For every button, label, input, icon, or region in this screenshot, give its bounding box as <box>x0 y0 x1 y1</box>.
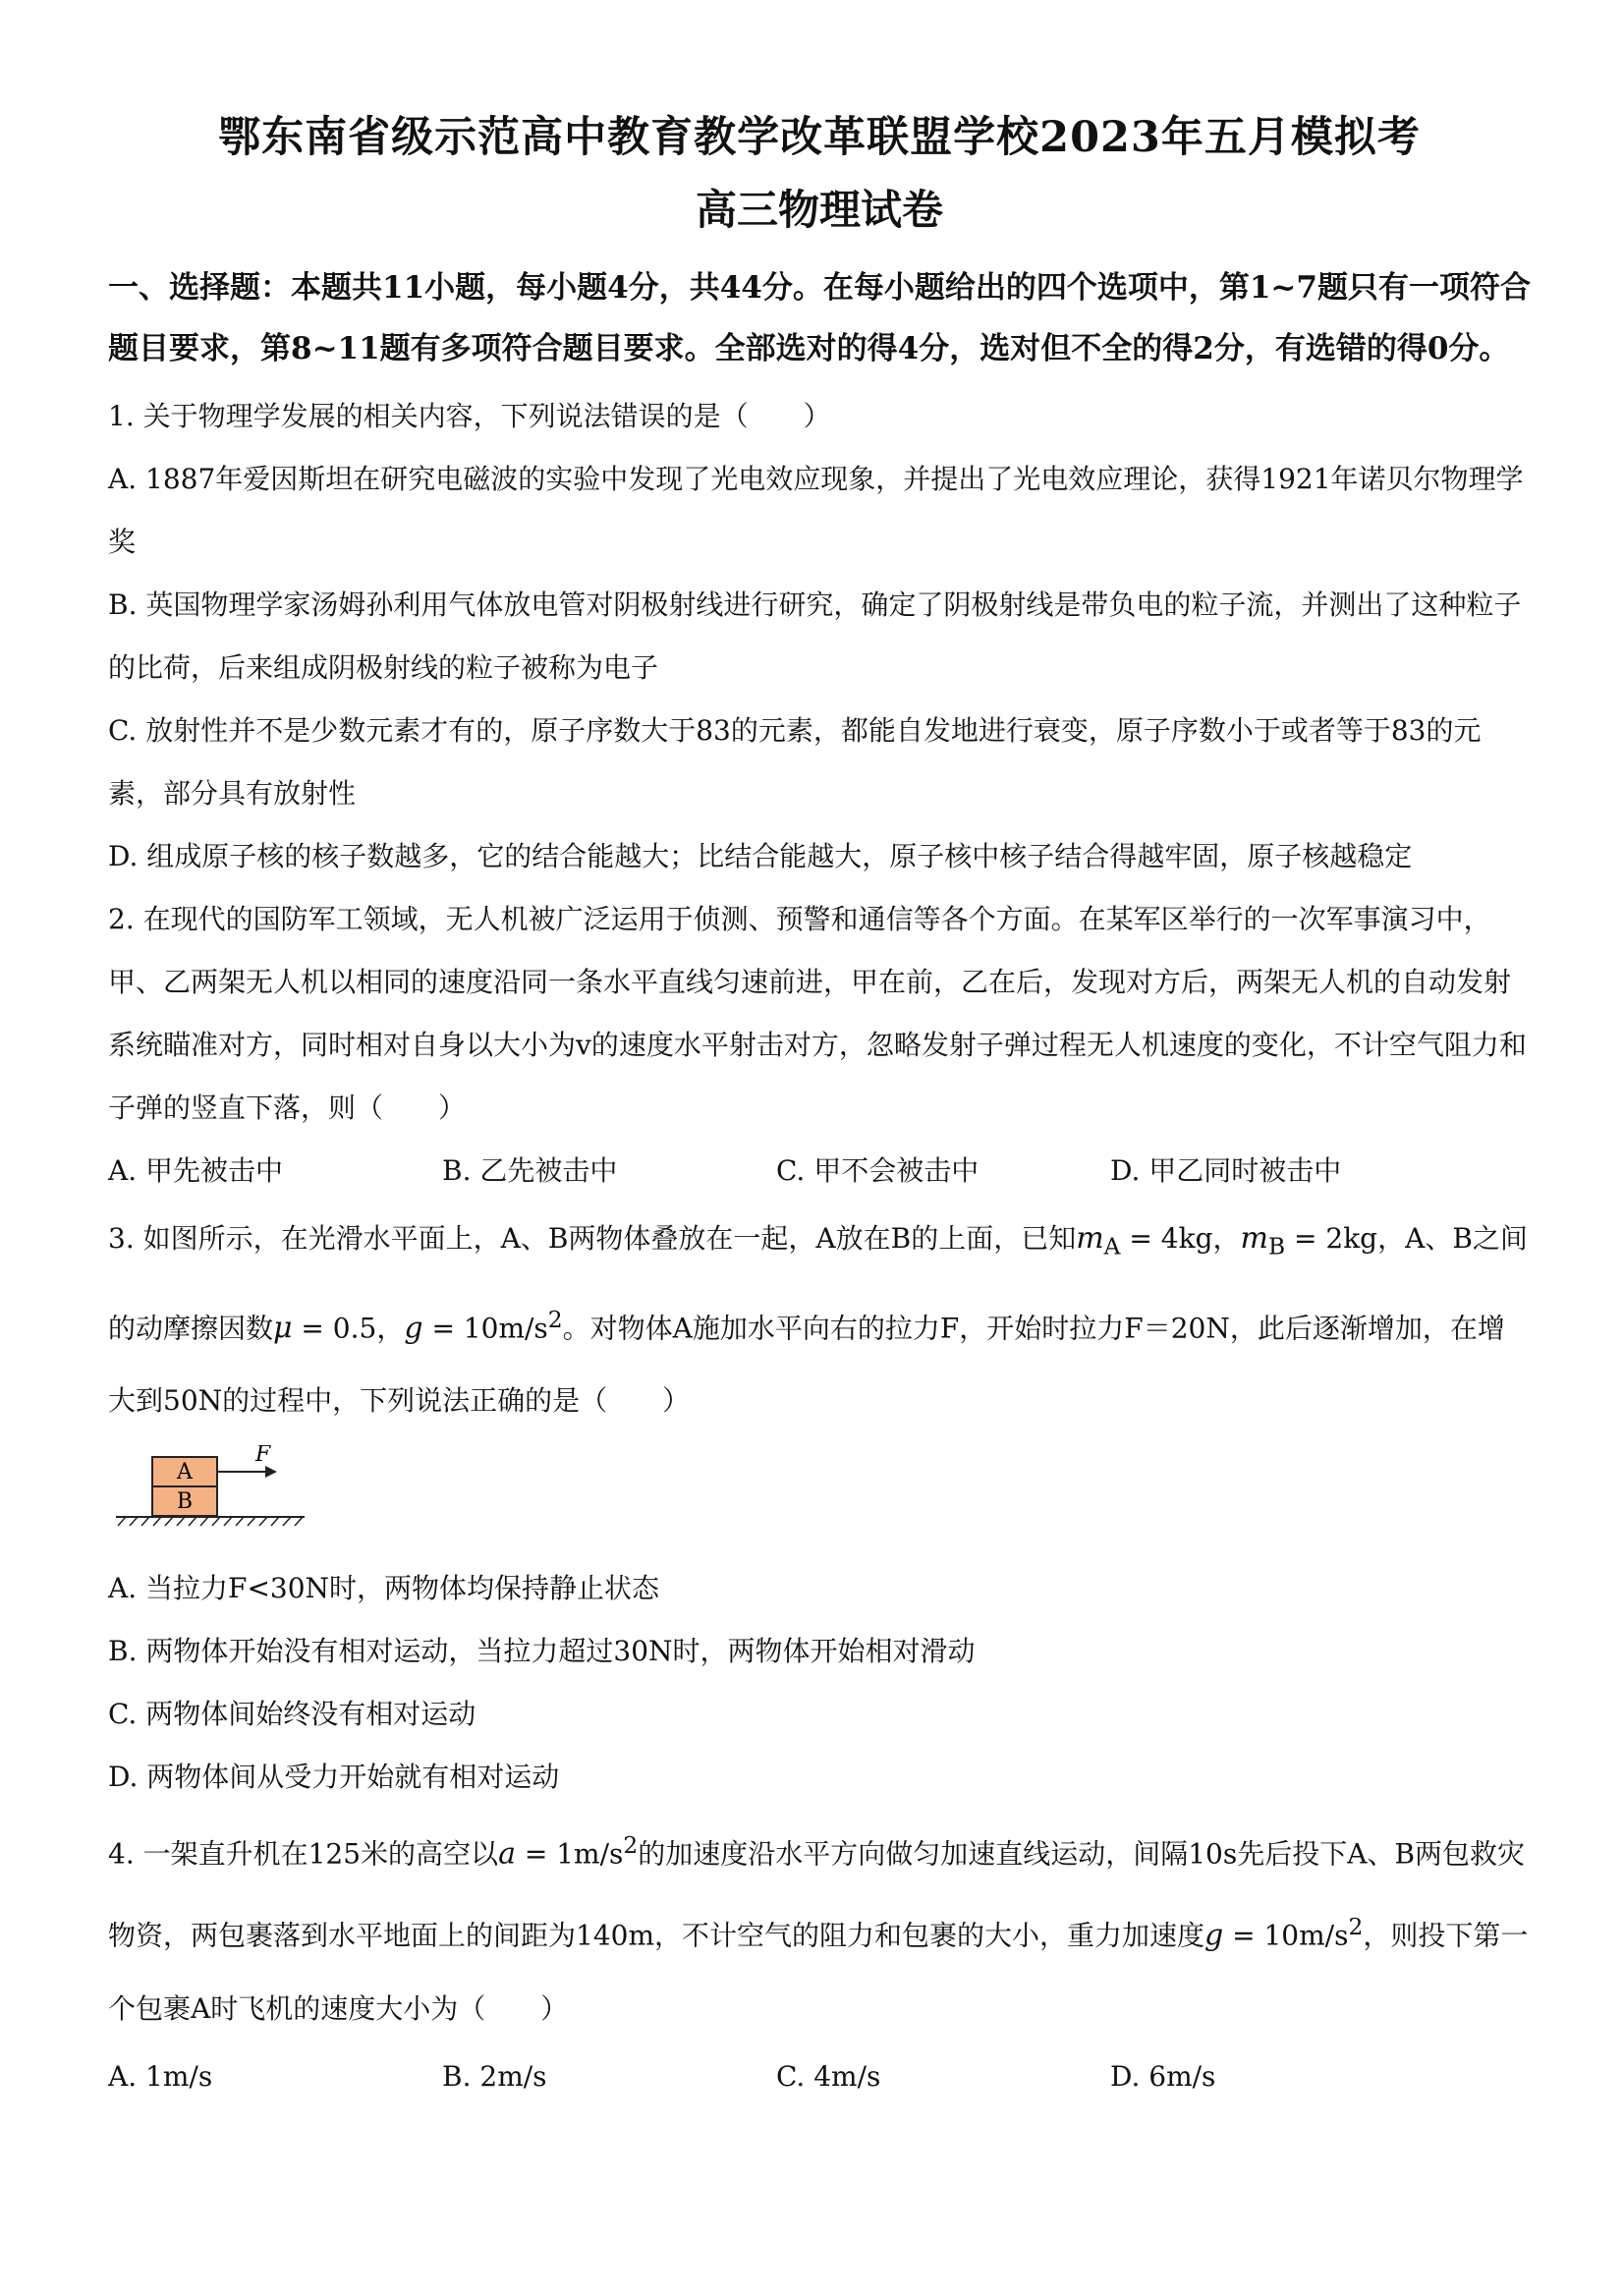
acceleration-value: = 1m/s <box>515 1837 624 1871</box>
gravity-symbol-q4: g <box>1204 1918 1224 1953</box>
question-2-stem: 2. 在现代的国防军工领域，无人机被广泛运用于侦测、预警和通信等各个方面。在某军区举行的一次军事演习中，甲、乙两架无人机以相同的速度沿同一条水平直线匀速前进，甲在前，乙在后，发现对方后，两架无人机的自动发射系统瞄准对方，同时相对自身以大小为v的速度水平射击对方，忽略发射子弹过程无人机速度的变化，不计空气阻力和子弹的竖直下落，则（ ） <box>108 903 1527 1124</box>
exam-title: 鄂东南省级示范高中教育教学改革联盟学校2023年五月模拟考 <box>218 113 1421 162</box>
question-4 <box>108 1809 1531 2108</box>
acceleration-exponent: 2 <box>623 1830 639 1859</box>
question-3-sep-1: ， <box>1212 1222 1241 1255</box>
friction-coefficient-symbol: μ <box>273 1310 293 1345</box>
stacked-blocks-diagram <box>108 1445 324 1543</box>
friction-coefficient-value: = 0.5 <box>292 1311 377 1344</box>
question-2-option-a: A. 甲先被击中 <box>108 1154 284 1187</box>
section-instructions: 一、选择题：本题共11小题，每小题4分，共44分。在每小题给出的四个选项中，第1~7题只有一项符合题目要求，第8~11题有多项符合题目要求。全部选对的得4分，选对但不全的得2分，有选错的得0分。 <box>108 270 1531 366</box>
question-3-stem <box>108 1203 1531 1437</box>
mass-b-subscript: B <box>1267 1232 1286 1260</box>
question-1-option-c: C. 放射性并不是少数元素才有的，原子序数大于83的元素，都能自发地进行衰变，原子序数小于或者等于83的元素，部分具有放射性 <box>108 714 1482 810</box>
question-3-sep-2: ， <box>376 1311 405 1344</box>
question-1-option-a: A. 1887年爱因斯坦在研究电磁波的实验中发现了光电效应现象，并提出了光电效应理论，获得1921年诺贝尔物理学奖 <box>108 463 1524 558</box>
question-3-text-2: ，A、B之间的动摩擦因数 <box>108 1222 1528 1344</box>
gravity-exponent: 2 <box>547 1305 563 1333</box>
gravity-value: = 10m/s <box>422 1311 548 1344</box>
question-1-option-b: B. 英国物理学家汤姆孙利用气体放电管对阴极射线进行研究，确定了阴极射线是带负电的粒子流，并测出了这种粒子的比荷，后来组成阴极射线的粒子被称为电子 <box>108 588 1522 684</box>
question-4-option-a: A. 1m/s <box>108 2059 213 2093</box>
mass-a-subscript: A <box>1103 1232 1121 1260</box>
gravity-symbol: g <box>404 1310 423 1345</box>
question-3-text-1: 3. 如图所示，在光滑水平面上，A、B两物体叠放在一起，A放在B的上面，已知 <box>108 1222 1077 1255</box>
question-4-text-3: ，则投下第一个包裹A时飞机的速度大小为（ ） <box>108 1919 1529 2025</box>
question-4-text-2: 的加速度沿水平方向做匀加速直线运动，间隔10s先后投下A、B两包救灾物资，两包裹落到水平地面上的间距为140m，不计空气的阻力和包裹的大小，重力加速度 <box>108 1837 1526 1952</box>
question-4-option-c: C. 4m/s <box>776 2059 881 2093</box>
force-arrow-head <box>265 1466 277 1478</box>
question-4-option-b: B. 2m/s <box>442 2059 547 2093</box>
mass-a-value: = 4kg <box>1120 1222 1213 1255</box>
question-3-option-c: C. 两物体间始终没有相对运动 <box>108 1697 476 1730</box>
question-2-option-b: B. 乙先被击中 <box>442 1154 618 1187</box>
question-4-option-d: D. 6m/s <box>1110 2059 1216 2093</box>
force-label: F <box>255 1444 271 1467</box>
question-4-text-1: 4. 一架直升机在125米的高空以 <box>108 1837 499 1871</box>
mass-a-symbol: m <box>1076 1221 1104 1256</box>
question-3-option-a: A. 当拉力F<30N时，两物体均保持静止状态 <box>108 1571 660 1604</box>
mass-b-value: = 2kg <box>1285 1222 1378 1255</box>
question-2-option-d: D. 甲乙同时被击中 <box>1110 1154 1342 1187</box>
question-3-option-b: B. 两物体开始没有相对运动，当拉力超过30N时，两物体开始相对滑动 <box>108 1634 976 1667</box>
question-2-option-c: C. 甲不会被击中 <box>776 1154 979 1187</box>
question-1 <box>108 385 1531 888</box>
gravity-value-q4: = 10m/s <box>1223 1919 1349 1952</box>
question-1-option-d: D. 组成原子核的核子数越多，它的结合能越大；比结合能越大，原子核中核子结合得越牢固，原子核越稳定 <box>108 840 1413 872</box>
question-2-options <box>108 1140 1531 1203</box>
question-3-figure <box>108 1445 1531 1543</box>
block-a-label: A <box>177 1459 193 1484</box>
exam-page <box>108 108 1531 2108</box>
question-3 <box>108 1203 1531 1809</box>
block-b-label: B <box>176 1488 194 1514</box>
mass-b-symbol: m <box>1240 1221 1268 1256</box>
question-3-option-d: D. 两物体间从受力开始就有相对运动 <box>108 1760 560 1793</box>
acceleration-symbol: a <box>498 1836 516 1872</box>
question-1-stem: 1. 关于物理学发展的相关内容，下列说法错误的是（ ） <box>108 400 831 432</box>
question-2 <box>108 888 1531 1203</box>
gravity-exponent-q4: 2 <box>1348 1913 1364 1941</box>
ground-hatching <box>118 1517 303 1526</box>
question-3-text-3: 。对物体A施加水平向右的拉力F，开始时拉力F＝20N，此后逐渐增加，在增大到50N的过程中，下列说法正确的是（ ） <box>108 1311 1505 1417</box>
question-4-options <box>108 2045 1531 2108</box>
question-4-stem <box>108 1809 1531 2045</box>
exam-subtitle: 高三物理试卷 <box>695 186 943 234</box>
